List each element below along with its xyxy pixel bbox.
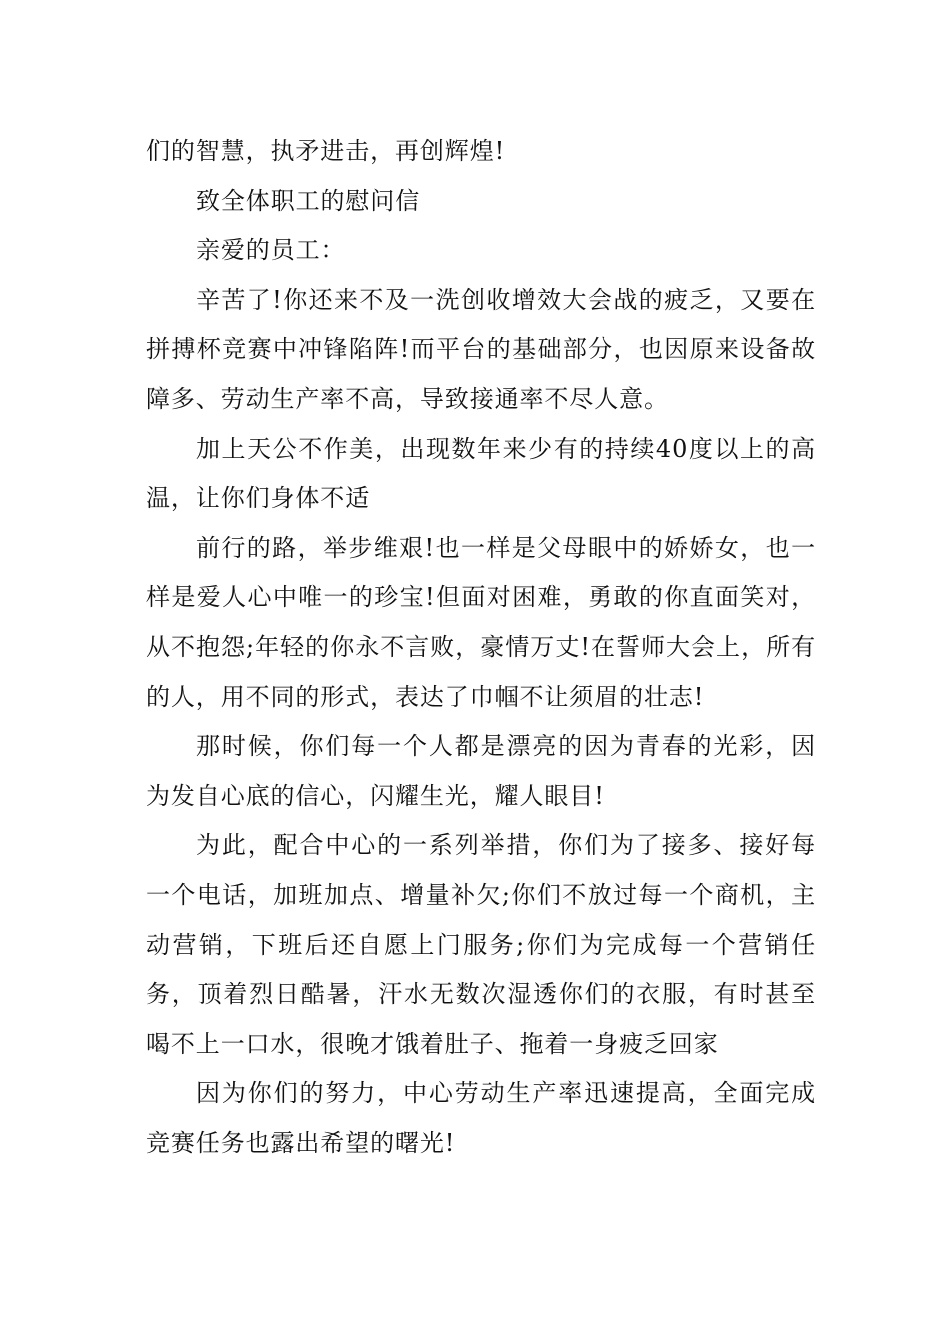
paragraph: 前行的路，举步维艰!也一样是父母眼中的娇娇女，也一样是爱人心中唯一的珍宝!但面对困难，勇敢的你直面笑对，从不抱怨;年轻的你永不言败，豪情万丈!在誓师大会上，所有的人，用不同的形式，表达了巾帼不让须眉的壮志! xyxy=(146,533,816,711)
paragraph: 那时候，你们每一个人都是漂亮的因为青春的光彩，因为发自心底的信心，闪耀生光，耀人眼目! xyxy=(146,732,816,810)
letter-title: 致全体职工的慰问信 xyxy=(196,186,421,215)
paragraph: 加上天公不作美，出现数年来少有的持续40度以上的高温，让你们身体不适 xyxy=(146,434,816,513)
letter-salutation: 亲爱的员工： xyxy=(196,236,346,265)
paragraph: 因为你们的努力，中心劳动生产率迅速提高，全面完成竞赛任务也露出希望的曙光! xyxy=(146,1079,816,1157)
paragraph: 为此，配合中心的一系列举措，你们为了接多、接好每一个电话，加班加点、增量补欠;你们不放过每一个商机，主动营销，下班后还自愿上门服务;你们为完成每一个营销任务，顶着烈日酷暑，汗水无数次湿透你们的衣服，有时甚至喝不上一口水，很晚才饿着肚子、拖着一身疲乏回家 xyxy=(146,831,816,1058)
paragraph-continuation: 们的智慧，执矛进击，再创辉煌! xyxy=(146,137,506,165)
document-body xyxy=(146,127,816,1168)
paragraph: 辛苦了!你还来不及一洗创收增效大会战的疲乏，又要在拼搏杯竞赛中冲锋陷阵!而平台的基础部分，也因原来设备故障多、劳动生产率不高，导致接通率不尽人意。 xyxy=(146,285,816,413)
